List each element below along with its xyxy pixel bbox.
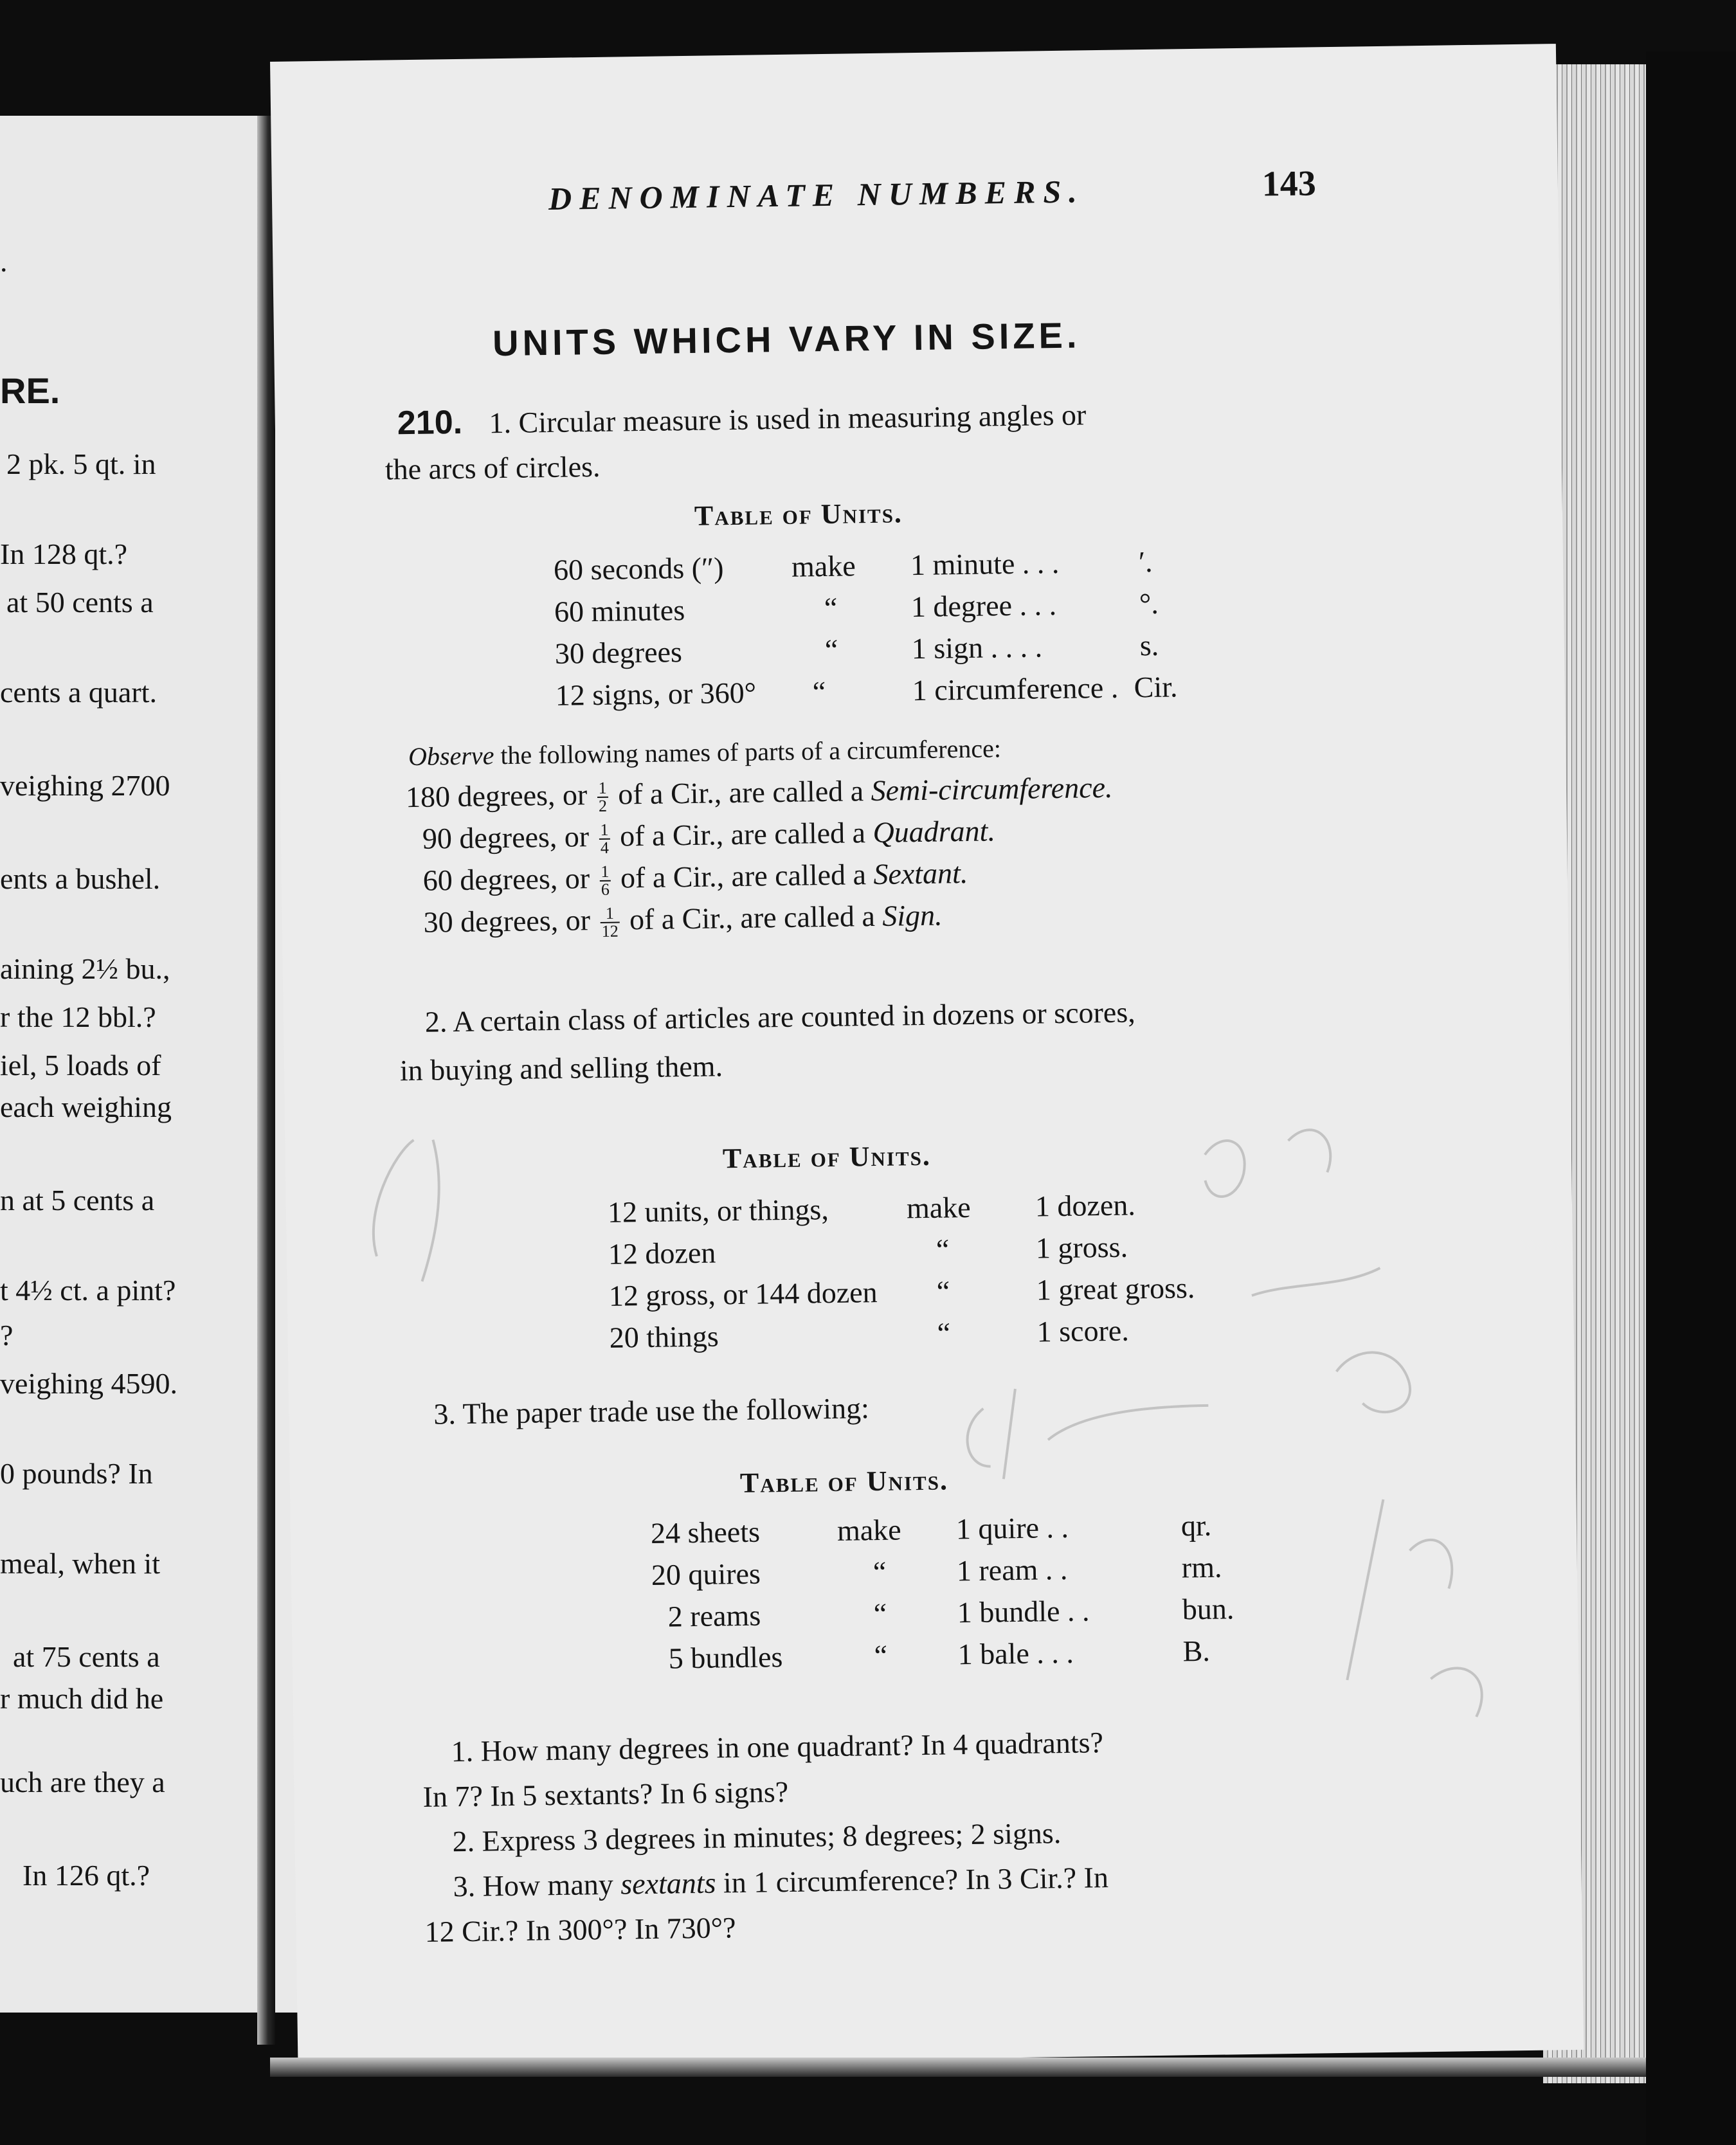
- table-cell-verb: “: [812, 675, 826, 709]
- fraction-denominator: 6: [601, 880, 610, 900]
- left-line: n at 5 cents a: [0, 1184, 155, 1217]
- fraction: [599, 822, 610, 856]
- table-cell-verb: “: [936, 1274, 950, 1308]
- parts-line: [422, 813, 996, 859]
- fraction-denominator: 12: [601, 922, 619, 941]
- parts-start: 30 degrees, or: [423, 903, 591, 939]
- table-title: Table of Units.: [694, 497, 903, 532]
- left-line: uch are they a: [0, 1766, 165, 1798]
- table-row: [278, 581, 1499, 628]
- table-cell-abbr: Cir.: [1134, 670, 1178, 704]
- parts-line: [406, 770, 1113, 818]
- table-cell-qty: 12 units, or things,: [607, 1193, 829, 1229]
- parts-mid: of a Cir., are called a: [619, 816, 866, 853]
- table-cell-verb: “: [873, 1597, 887, 1631]
- page-number: 143: [1261, 163, 1317, 204]
- table-cell-abbr: rm.: [1181, 1550, 1222, 1584]
- paragraph-line: in buying and selling them.: [399, 1049, 723, 1087]
- question-line: 12 Cir.? In 300°? In 730°?: [424, 1911, 736, 1948]
- left-line: In 128 qt.?: [0, 538, 128, 570]
- parts-name: Semi-circumference.: [871, 770, 1113, 808]
- table-title: Table of Units.: [739, 1464, 949, 1499]
- table-cell-abbr: s.: [1139, 628, 1159, 662]
- table-cell-verb: make: [836, 1513, 901, 1547]
- paragraph-line: 3. The paper trade use the following:: [433, 1391, 870, 1431]
- table-cell-unit: 1 score.: [1036, 1314, 1130, 1348]
- question-line: In 7? In 5 sextants? In 6 signs?: [422, 1775, 789, 1813]
- table-row: [278, 665, 1500, 712]
- table-cell-verb: make: [906, 1190, 971, 1225]
- observe-word: Observe: [408, 741, 494, 772]
- left-line: iel, 5 loads of: [0, 1049, 161, 1082]
- item1-text: 1. Circular measure is used in measuring angles or: [489, 398, 1087, 440]
- table-cell-unit: 1 great gross.: [1036, 1271, 1195, 1307]
- table-cell-unit: 1 bale . . .: [957, 1636, 1074, 1671]
- table-cell-unit: 1 bundle . .: [957, 1594, 1090, 1629]
- parts-mid: of a Cir., are called a: [620, 858, 867, 894]
- left-line: ?: [0, 1319, 14, 1352]
- pencil-marks: [336, 1098, 1569, 1887]
- left-line: r the 12 bbl.?: [0, 1000, 156, 1033]
- table-cell-qty: 24 sheets: [650, 1515, 761, 1550]
- background-shadow: [1646, 51, 1736, 2145]
- left-line: aining 2½ bu.,: [0, 952, 170, 985]
- parts-name: Sign.: [882, 898, 943, 932]
- left-line: veighing 2700: [0, 769, 170, 802]
- table-cell-verb: “: [824, 591, 838, 625]
- parts-start: 180 degrees, or: [405, 778, 588, 814]
- fraction: [597, 780, 608, 815]
- paragraph-line: [397, 394, 1086, 442]
- table-cell-qty: 20 quires: [651, 1557, 761, 1591]
- table-cell-verb: “: [873, 1555, 887, 1589]
- section-title: UNITS WHICH VARY IN SIZE.: [492, 314, 1081, 364]
- parts-start: 90 degrees, or: [422, 820, 590, 855]
- section-number: 210.: [397, 403, 463, 442]
- table-cell-unit: 1 minute . . .: [910, 546, 1060, 582]
- left-line: ents a bushel.: [0, 862, 161, 895]
- fraction-numerator: 1: [599, 864, 610, 882]
- question-line: 2. Express 3 degrees in minutes; 8 degrees; 2 signs.: [452, 1816, 1062, 1858]
- table-cell-abbr: qr.: [1180, 1508, 1212, 1543]
- table-row: [277, 539, 1499, 586]
- fraction-numerator: 1: [597, 780, 608, 798]
- table-cell-unit: 1 sign . . . .: [911, 630, 1043, 665]
- right-page: [270, 44, 1584, 2068]
- table-cell-qty: 20 things: [609, 1319, 719, 1354]
- table-cell-unit: 1 quire . .: [955, 1510, 1069, 1546]
- page-bottom-edge: [270, 2058, 1646, 2077]
- left-line: 2 pk. 5 qt. in: [6, 448, 156, 480]
- left-line: 0 pounds? In: [0, 1457, 153, 1490]
- paragraph-line: 2. A certain class of articles are counted in dozens or scores,: [424, 995, 1136, 1038]
- question-emphasis: sextants: [620, 1866, 716, 1901]
- table-cell-abbr: bun.: [1182, 1592, 1234, 1626]
- running-head: DENOMINATE NUMBERS.: [548, 173, 1085, 217]
- left-line: each weighing: [0, 1091, 172, 1123]
- fraction-denominator: 2: [598, 797, 608, 816]
- observe-text: the following names of parts of a circumference:: [500, 734, 1002, 770]
- table-cell-qty: 5 bundles: [668, 1640, 783, 1675]
- observe-note: [408, 733, 1001, 772]
- fraction: [599, 864, 611, 898]
- left-line: at 50 cents a: [6, 586, 154, 619]
- left-line: r much did he: [0, 1682, 164, 1715]
- table-cell-qty: 30 degrees: [554, 635, 683, 670]
- left-line: meal, when it: [0, 1547, 161, 1580]
- left-line: at 75 cents a: [13, 1640, 160, 1673]
- book-gutter: [257, 116, 275, 2045]
- table-row: [278, 623, 1500, 670]
- table-cell-qty: 12 signs, or 360°: [555, 676, 757, 712]
- parts-start: 60 degrees, or: [422, 862, 590, 897]
- table-cell-unit: 1 degree . . .: [910, 588, 1057, 624]
- table-cell-verb: make: [791, 549, 856, 583]
- left-line: t 4½ ct. a pint?: [0, 1274, 176, 1307]
- table-cell-qty: 12 dozen: [608, 1236, 716, 1271]
- table-cell-abbr: B.: [1182, 1634, 1211, 1668]
- left-heading-fragment: RE.: [0, 370, 60, 411]
- table-cell-unit: 1 circumference .: [912, 671, 1119, 707]
- parts-mid: of a Cir., are called a: [629, 899, 876, 936]
- question-line: 1. How many degrees in one quadrant? In 4 quadrants?: [451, 1726, 1104, 1768]
- table-cell-abbr: °.: [1139, 586, 1159, 620]
- left-line: .: [0, 245, 8, 278]
- fraction-denominator: 4: [600, 838, 610, 858]
- table-cell-qty: 60 minutes: [554, 593, 685, 628]
- table-cell-qty: 12 gross, or 144 dozen: [608, 1276, 878, 1312]
- parts-name: Sextant.: [873, 856, 968, 891]
- question-text: in 1 circumference? In 3 Cir.? In: [723, 1861, 1109, 1899]
- table-cell-verb: “: [824, 633, 838, 667]
- table-cell-unit: 1 ream . .: [956, 1552, 1068, 1588]
- parts-mid: of a Cir., are called a: [617, 774, 864, 811]
- paragraph-line: the arcs of circles.: [384, 449, 601, 486]
- question-text: 3. How many: [453, 1867, 614, 1903]
- left-line: veighing 4590.: [0, 1367, 177, 1400]
- parts-line: [422, 856, 968, 901]
- table-cell-abbr: ′.: [1138, 545, 1153, 579]
- parts-line: [423, 898, 943, 943]
- table-cell-unit: 1 dozen.: [1035, 1188, 1136, 1223]
- left-line: In 126 qt.?: [23, 1859, 150, 1892]
- table-cell-unit: 1 gross.: [1035, 1230, 1128, 1265]
- table-cell-verb: “: [874, 1638, 888, 1672]
- table-title: Table of Units.: [722, 1139, 932, 1175]
- parts-name: Quadrant.: [873, 814, 996, 849]
- fraction: [600, 905, 620, 940]
- table-cell-qty: 60 seconds (″): [553, 551, 724, 586]
- left-line: cents a quart.: [0, 676, 157, 709]
- table-cell-verb: “: [936, 1233, 950, 1266]
- fraction-numerator: 1: [599, 822, 610, 840]
- table-cell-verb: “: [937, 1316, 951, 1350]
- fraction-numerator: 1: [600, 905, 619, 923]
- table-cell-qty: 2 reams: [667, 1598, 761, 1633]
